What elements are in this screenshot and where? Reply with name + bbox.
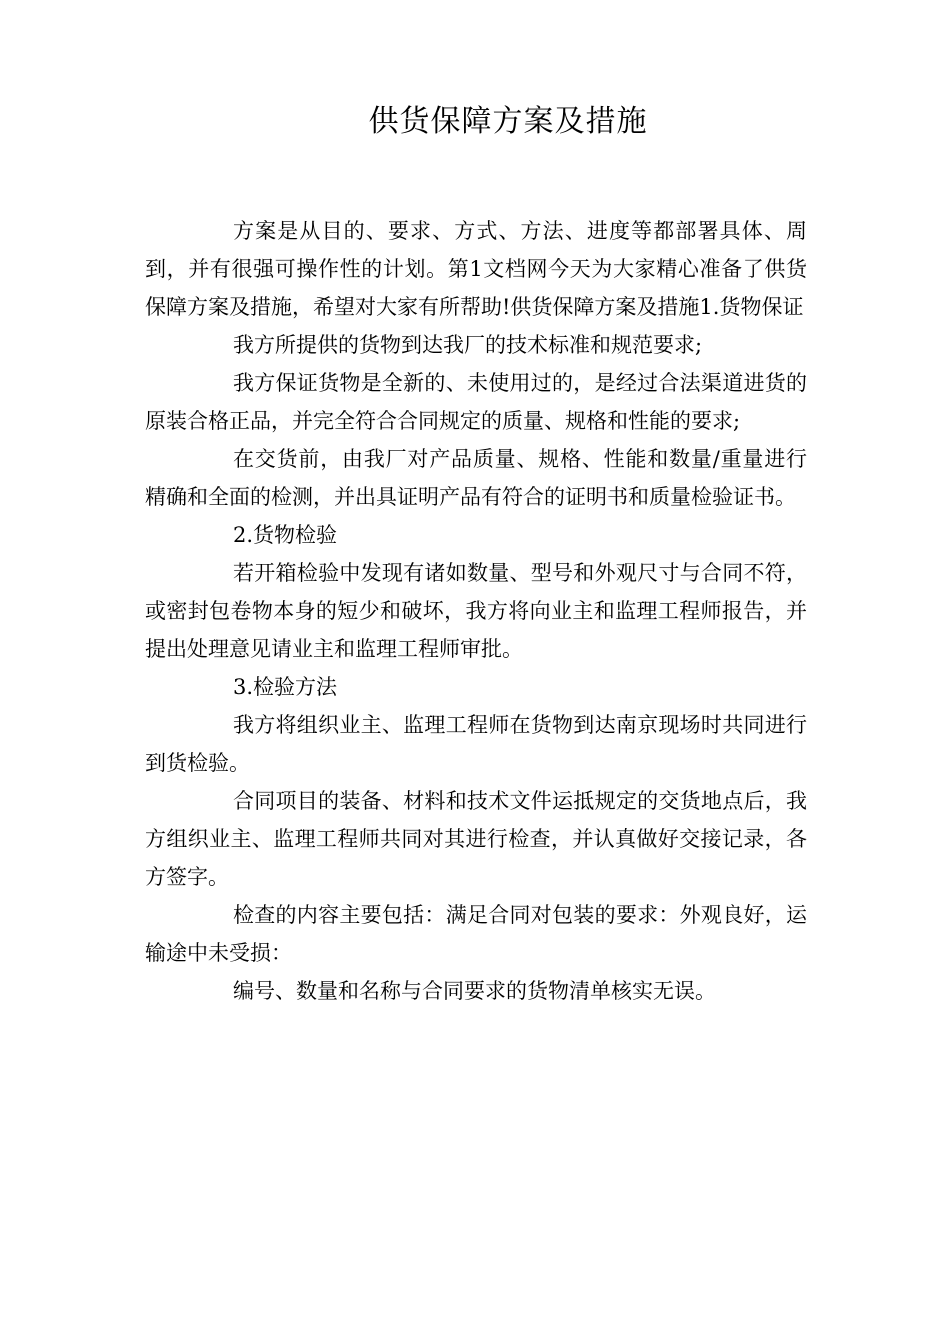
paragraph-quality-guarantee: 我方保证货物是全新的、未使用过的，是经过合法渠道进货的原装合格正品，并完全符合合同规定的质量、规格和性能的要求; [145,371,807,433]
page-title: 供货保障方案及措施 [368,104,648,139]
section-heading-goods-inspection: 2.货物检验 [233,523,338,547]
paragraph-inspection-content: 检查的内容主要包括：满足合同对包装的要求：外观良好，运输途中未受损： [145,903,807,965]
paragraph-on-site-inspection: 我方将组织业主、监理工程师在货物到达南京现场时共同进行到货检验。 [145,713,807,775]
paragraph-pre-delivery-inspection: 在交货前，由我厂对产品质量、规格、性能和数量/重量进行精确和全面的检测，并出具证明产品有符合的证明书和质量检验证书。 [145,447,807,509]
document-body [145,212,807,1010]
section-heading-inspection-method: 3.检验方法 [233,675,338,699]
paragraph-standards: 我方所提供的货物到达我厂的技术标准和规范要求; [233,333,703,357]
paragraph-intro: 方案是从目的、要求、方式、方法、进度等都部署具体、周到，并有很强可操作性的计划。第1文档网今天为大家精心准备了供货保障方案及措施，希望对大家有所帮助!供货保障方案及措施1.货物保证 [145,219,807,319]
paragraph-unpacking-inspection: 若开箱检验中发现有诸如数量、型号和外观尺寸与合同不符，或密封包卷物本身的短少和破坏，我方将向业主和监理工程师报告，并提出处理意见请业主和监理工程师审批。 [145,561,807,661]
paragraph-handover-record: 合同项目的装备、材料和技术文件运抵规定的交货地点后，我方组织业主、监理工程师共同对其进行检查，并认真做好交接记录，各方签字。 [145,789,807,889]
paragraph-checklist-verification: 编号、数量和名称与合同要求的货物清单核实无误。 [233,979,716,1003]
